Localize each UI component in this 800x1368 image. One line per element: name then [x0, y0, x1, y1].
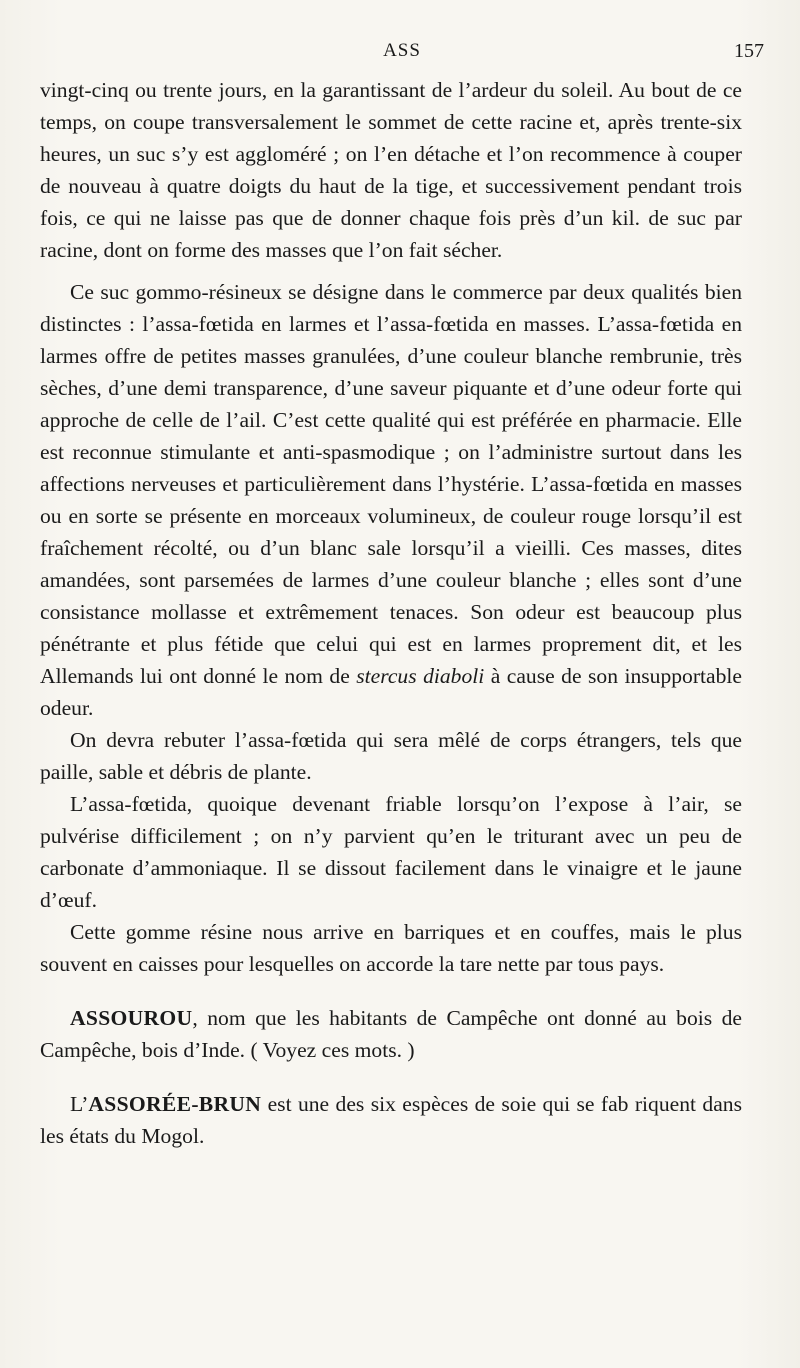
entry-term: ASSOUROU [70, 1006, 193, 1030]
running-head: ASS [383, 40, 421, 61]
paragraph-packaging: Cette gomme résine nous arrive en barriques et en couffes, mais le plus souvent en caisses pour lesquelles on accorde la tare nette par tous pays. [40, 920, 742, 976]
entry-text: , nom que les habitants de Campêche ont donné au bois de Campêche, bois d’Inde. ( Voyez ces mots. ) [40, 1006, 742, 1062]
page-number: 157 [734, 40, 764, 62]
paragraph-rejection: On devra rebuter l’assa-fœtida qui sera mêlé de corps étrangers, tels que paille, sable et débris de plante. [40, 728, 742, 784]
entry-assourou [40, 1002, 742, 1066]
body-text [40, 74, 742, 1152]
paragraph-text-after: à cause de son insupportable odeur. [40, 664, 742, 720]
latin-term: stercus diaboli [356, 664, 485, 688]
paragraph-text: Ce suc gommo-résineux se désigne dans le commerce par deux qualités bien distinctes : l’assa-fœtida en larmes et l’assa-fœtida en masses. L’assa-fœtida en larmes offre de petites masses granulées, d’une couleur blanche rembrunie, très sèches, d’une demi transparence, d’une saveur piquante et d’une odeur forte qui approche de celle de l’ail. C’est cette qualité qui est préférée en pharmacie. Elle est reconnue stimulante et anti-spasmodique ; on l’administre surtout dans les affections nerveuses et particulièrement dans l’hystérie. L’assa-fœtida en masses ou en sorte se présente en morceaux volumineux, de couleur rouge lorsqu’il est fraîchement récolté, ou d’un blanc sale lorsqu’il a vieilli. Ces masses, dites amandées, sont parsemées de larmes d’une couleur blanche ; elles sont d’une consistance mollasse et extrêmement tenaces. Son odeur est beaucoup plus pénétrante et plus fétide que celui qui est en larmes proprement dit, et les Allemands lui ont donné le nom de [40, 280, 742, 688]
entry-prefix: L’ [70, 1092, 89, 1116]
paragraph-pulverisation: L’assa-fœtida, quoique devenant friable lorsqu’on l’expose à l’air, se pulvérise difficilement ; on n’y parvient qu’en le triturant avec un peu de carbonate d’ammoniaque. Il se dissout facilement dans le vinaigre et le jaune d’œuf. [40, 792, 742, 912]
paragraph-continuation: vingt-cinq ou trente jours, en la garantissant de l’ardeur du soleil. Au bout de ce temps, on coupe transversalement le sommet de cette racine et, après trente-six heures, un suc s’y est aggloméré ; on l’en détache et l’on recommence à couper de nouveau à quatre doigts du haut de la tige, et successivement pendant trois fois, ce qui ne laisse pas que de donner chaque fois près d’un kil. de suc par racine, dont on forme des masses que l’on fait sécher. [40, 78, 742, 262]
entry-term: ASSORÉE-BRUN [88, 1092, 262, 1116]
page-header [40, 40, 764, 68]
paragraph-assa-foetida-qualities [40, 276, 742, 724]
entry-text: est une des six espèces de soie qui se fab riquent dans les états du Mogol. [40, 1092, 742, 1148]
entry-assoree-brun [40, 1088, 742, 1152]
